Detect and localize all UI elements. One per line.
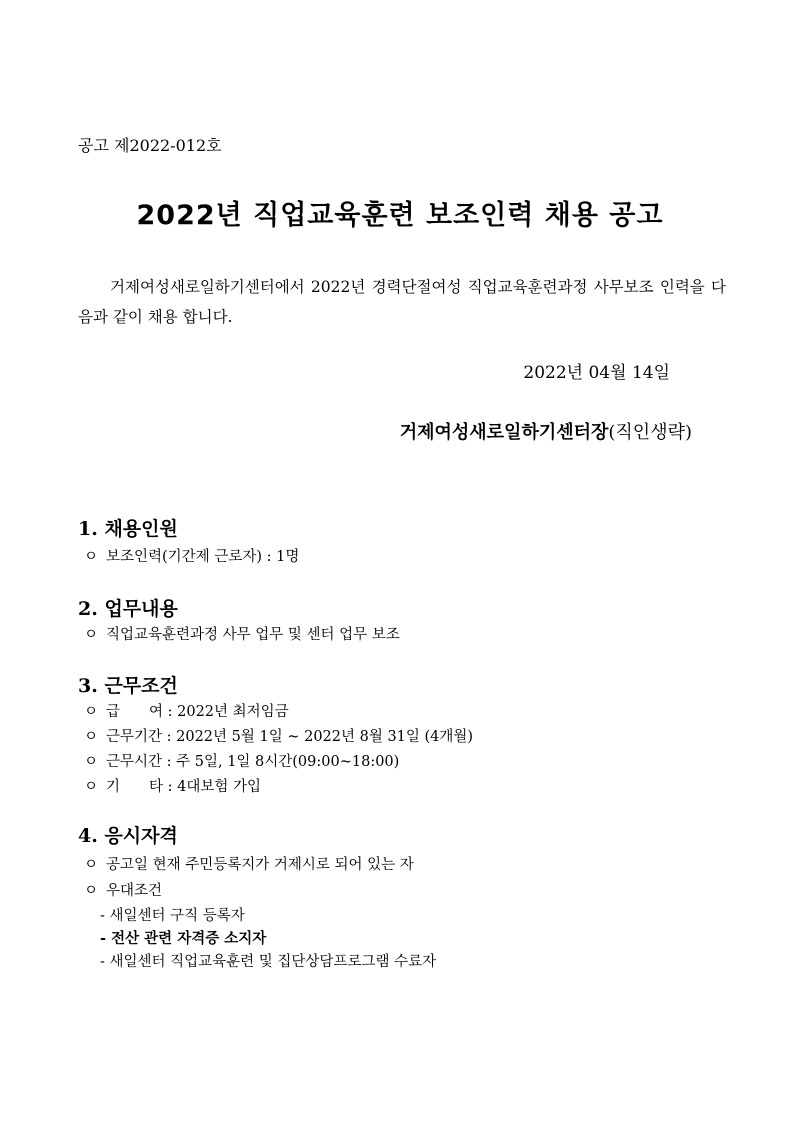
bullet-mark: ㅇ (84, 754, 99, 770)
bullet-mark: ㅇ (84, 857, 99, 873)
document-title: 2022년 직업교육훈련 보조인력 채용 공고 (136, 200, 664, 231)
list-item: ㅇ 기 타 : 4대보험 가입 (84, 775, 261, 796)
section-heading-qualifications: 4. 응시자격 (78, 825, 178, 847)
bullet-mark: ㅇ (84, 704, 99, 720)
list-item: ㅇ 근무기간 : 2022년 5월 1일 ~ 2022년 8월 31일 (4개월) (84, 725, 473, 746)
sub-list-item-emphasized: - 전산 관련 자격증 소지자 (100, 930, 267, 947)
list-item: ㅇ 공고일 현재 주민등록지가 거제시로 되어 있는 자 (84, 853, 414, 874)
section-heading-work-conditions: 3. 근무조건 (78, 675, 178, 697)
issuer-line (400, 418, 692, 444)
section-heading-recruitment-count: 1. 채용인원 (78, 518, 178, 540)
issuer-name: 거제여성새로일하기센터장 (399, 422, 609, 443)
bullet-mark: ㅇ (84, 549, 99, 565)
notice-number: 공고 제2022-012호 (78, 136, 222, 155)
list-item: ㅇ 직업교육훈련과정 사무 업무 및 센터 업무 보조 (84, 623, 400, 644)
sub-list-item: - 새일센터 직업교육훈련 및 집단상담프로그램 수료자 (100, 954, 437, 970)
section-heading-job-description: 2. 업무내용 (78, 598, 178, 620)
bullet-mark: ㅇ (84, 627, 99, 643)
list-item: ㅇ 급 여 : 2022년 최저임금 (84, 700, 289, 721)
list-item: ㅇ 보조인력(기간제 근로자) : 1명 (84, 545, 299, 566)
bullet-mark: ㅇ (84, 883, 99, 899)
bullet-mark: ㅇ (84, 729, 99, 745)
list-item: ㅇ 우대조건 (84, 879, 162, 900)
list-item: ㅇ 근무시간 : 주 5일, 1일 8시간(09:00~18:00) (84, 750, 399, 771)
sub-list-item: - 새일센터 구직 등록자 (100, 908, 245, 924)
seal-note: (직인생략) (608, 422, 692, 443)
notice-date: 2022년 04월 14일 (523, 363, 670, 383)
bullet-mark: ㅇ (84, 779, 99, 795)
intro-paragraph: 거제여성새로일하기센터에서 2022년 경력단절여성 직업교육훈련과정 사무보조 인력을 다음과 같이 채용 합니다. (78, 278, 726, 326)
